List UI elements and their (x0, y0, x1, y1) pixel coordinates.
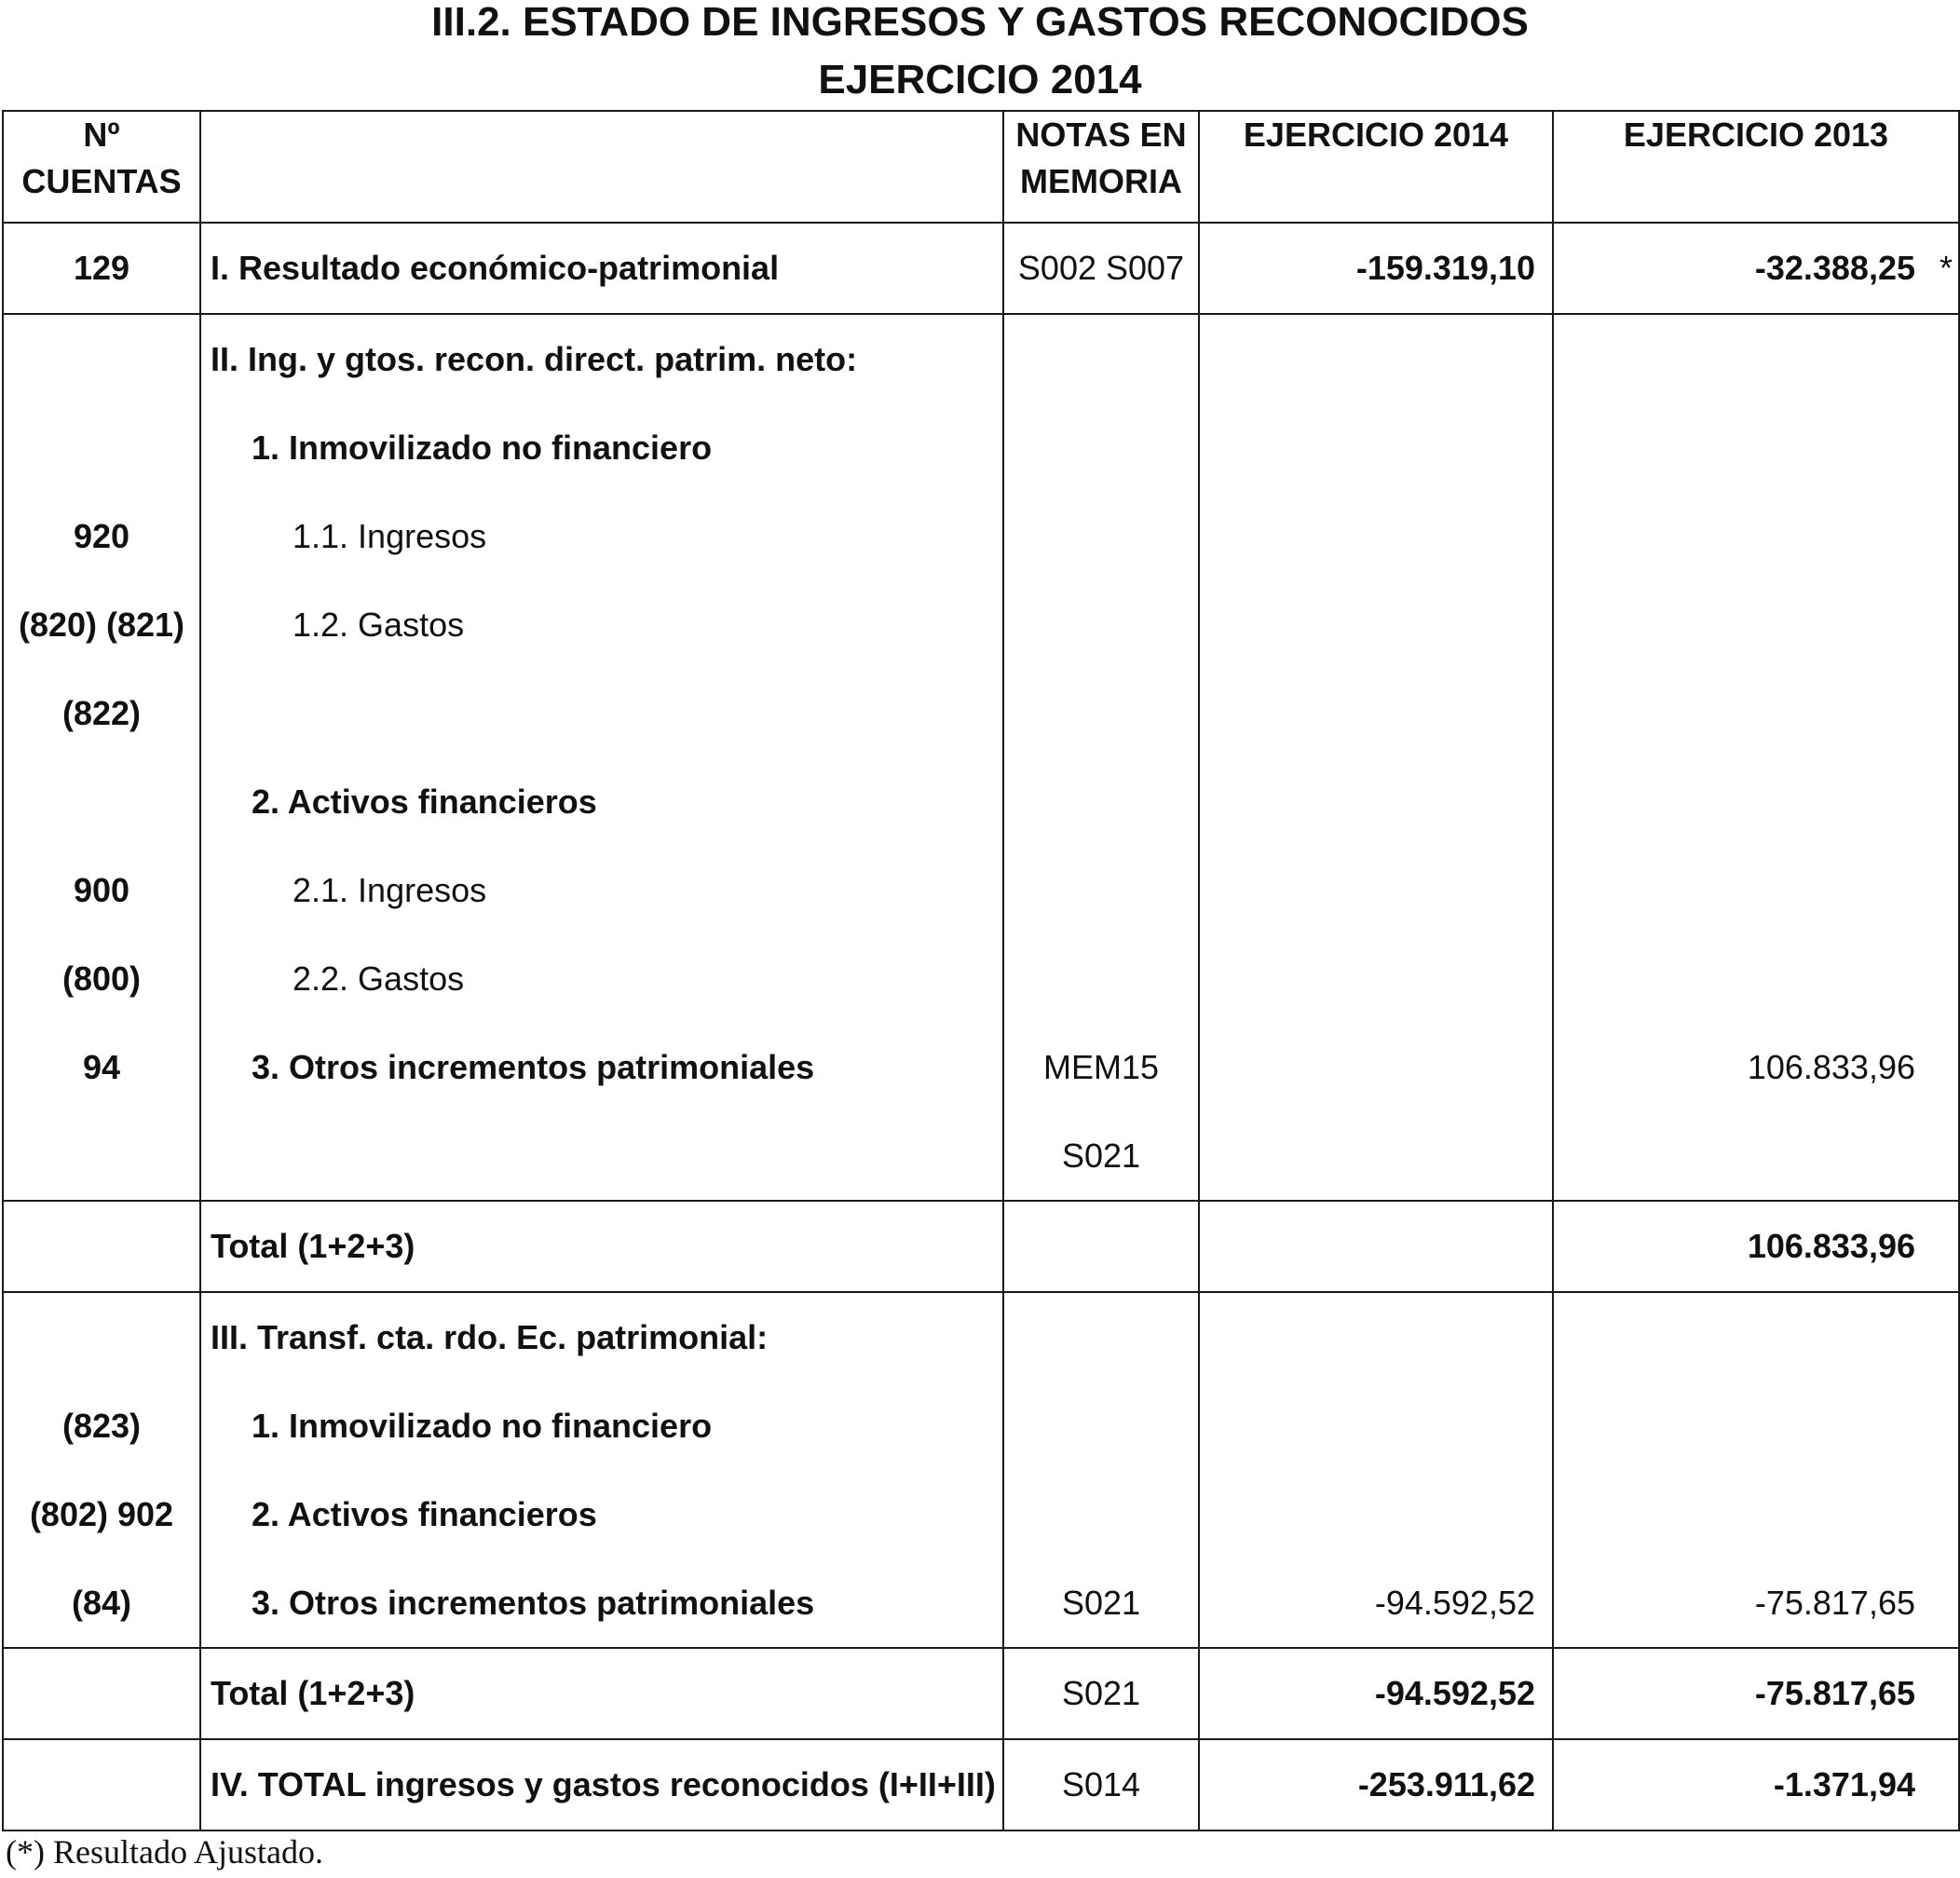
header-description (200, 111, 1003, 223)
row-total-section-iii (3, 1648, 1959, 1739)
col-2014 (1199, 1292, 1553, 1648)
row-block-section-iii (3, 1292, 1959, 1648)
value-2013 (1554, 1381, 1958, 1470)
header-notes-line1: NOTAS EN (1015, 116, 1187, 154)
notes-reference: S014 (1061, 1765, 1141, 1803)
value-2014 (1200, 1202, 1552, 1291)
value-2014 (1200, 1111, 1552, 1200)
row-block-section-ii (3, 314, 1959, 1201)
value-2013 (1554, 846, 1958, 934)
notes-reference (1004, 757, 1198, 846)
row-label: 2. Activos financieros (252, 1495, 597, 1533)
col-2013 (1553, 1292, 1959, 1648)
account-number: (823) (61, 1407, 142, 1445)
value-2014 (1200, 1381, 1552, 1470)
notes-reference (1004, 580, 1198, 669)
notes-reference: S021 (1061, 1674, 1141, 1712)
account-number: 920 (73, 517, 130, 555)
value-2014: -159.319,10 (1355, 249, 1535, 287)
value-2014: -253.911,62 (1357, 1765, 1535, 1803)
account-number (4, 1111, 199, 1200)
account-number: (822) (61, 694, 142, 732)
row-label: IV. TOTAL ingresos y gastos reconocidos (I+II+III) (211, 1765, 996, 1803)
col-notes (1003, 1292, 1199, 1648)
section-heading: II. Ing. y gtos. recon. direct. patrim. neto: (211, 340, 858, 378)
value-2013 (1554, 669, 1958, 757)
value-2014: -94.592,52 (1374, 1584, 1535, 1622)
value-2013 (1554, 934, 1958, 1023)
header-notes-line2: MEMORIA (1020, 162, 1182, 200)
notes-reference: MEM15 (1042, 1048, 1160, 1086)
value-2013: -75.817,65 (1754, 1584, 1915, 1622)
notes-reference (1004, 1202, 1198, 1291)
header-notes (1003, 111, 1199, 223)
adjusted-mark: * (1939, 249, 1953, 287)
account-number: (802) 902 (29, 1495, 174, 1533)
row-label: 2. Activos financieros (252, 782, 597, 821)
header-year-2013: EJERCICIO 2013 (1553, 111, 1959, 223)
col-notes (1003, 314, 1199, 1201)
header-year-2014: EJERCICIO 2014 (1199, 111, 1553, 223)
notes-reference: S021 (1061, 1584, 1141, 1622)
page-title: III.2. ESTADO DE INGRESOS Y GASTOS RECONOCIDOS (431, 0, 1529, 45)
row-label: 3. Otros incrementos patrimoniales (252, 1584, 815, 1622)
notes-reference: S002 S007 (1017, 249, 1185, 287)
row-label: 1.1. Ingresos (293, 517, 487, 555)
value-2014 (1200, 1470, 1552, 1558)
value-2014 (1200, 580, 1552, 669)
row-label: 3. Otros incrementos patrimoniales (252, 1048, 815, 1086)
notes-reference (1004, 846, 1198, 934)
col-accounts (3, 1292, 200, 1648)
account-number: (800) (61, 959, 142, 998)
value-2013: -75.817,65 (1754, 1674, 1915, 1712)
notes-reference (1004, 403, 1198, 492)
row-label: I. Resultado económico-patrimonial (211, 249, 780, 287)
col-accounts (3, 314, 200, 1201)
header-row (3, 111, 1959, 223)
account-number: 129 (73, 249, 130, 287)
account-number (4, 757, 199, 846)
value-2014 (1200, 757, 1552, 846)
account-number: (84) (71, 1584, 132, 1622)
col-2013 (1553, 314, 1959, 1201)
section-heading: III. Transf. cta. rdo. Ec. patrimonial: (211, 1318, 769, 1356)
row-section-i (3, 223, 1959, 314)
account-number: (820) (821) (18, 606, 185, 644)
value-2013 (1554, 580, 1958, 669)
value-2014 (1200, 403, 1552, 492)
value-2014 (1200, 934, 1552, 1023)
account-number: 900 (73, 871, 130, 909)
account-number (4, 403, 199, 492)
value-2013 (1554, 492, 1958, 580)
row-section-iv-total (3, 1739, 1959, 1830)
row-total-section-ii (3, 1201, 1959, 1292)
col-description (200, 314, 1003, 1201)
row-label (201, 1111, 1002, 1200)
value-2013 (1554, 757, 1958, 846)
header-accounts-line2: CUENTAS (21, 162, 182, 200)
row-label: Total (1+2+3) (211, 1674, 415, 1712)
footnote: (*) Resultado Ajustado. (6, 1833, 323, 1871)
row-label: 1. Inmovilizado no financiero (252, 1407, 713, 1445)
col-description (200, 1292, 1003, 1648)
row-label: 1. Inmovilizado no financiero (252, 429, 713, 467)
row-label: 2.1. Ingresos (293, 871, 487, 909)
value-2014 (1200, 1023, 1552, 1111)
notes-reference (1004, 1470, 1198, 1558)
value-2014 (1200, 492, 1552, 580)
row-label (201, 669, 1002, 757)
value-2013 (1554, 403, 1958, 492)
notes-reference (1004, 934, 1198, 1023)
notes-reference (1004, 669, 1198, 757)
row-label: 2.2. Gastos (293, 959, 465, 998)
value-2013 (1554, 224, 1958, 313)
value-2014: -94.592,52 (1374, 1674, 1535, 1712)
value-2013: 106.833,96 (1747, 1227, 1915, 1265)
statement-table (2, 110, 1960, 1831)
value-2013 (1554, 1470, 1958, 1558)
value-2014 (1200, 846, 1552, 934)
notes-reference (1004, 492, 1198, 580)
value-2013 (1554, 1111, 1958, 1200)
row-label: 1.2. Gastos (293, 606, 465, 644)
value-2014 (1200, 669, 1552, 757)
notes-reference (1004, 1381, 1198, 1470)
notes-reference: S021 (1061, 1136, 1141, 1175)
row-label: Total (1+2+3) (211, 1227, 415, 1265)
value-2013: 106.833,96 (1747, 1048, 1915, 1086)
account-number: 94 (82, 1048, 121, 1086)
value-2013-text: -32.388,25 (1754, 249, 1915, 287)
header-accounts (3, 111, 200, 223)
value-2013: -1.371,94 (1773, 1765, 1915, 1803)
page-subtitle: EJERCICIO 2014 (818, 57, 1142, 102)
header-accounts-line1: Nº (83, 116, 120, 154)
col-2014 (1199, 314, 1553, 1201)
